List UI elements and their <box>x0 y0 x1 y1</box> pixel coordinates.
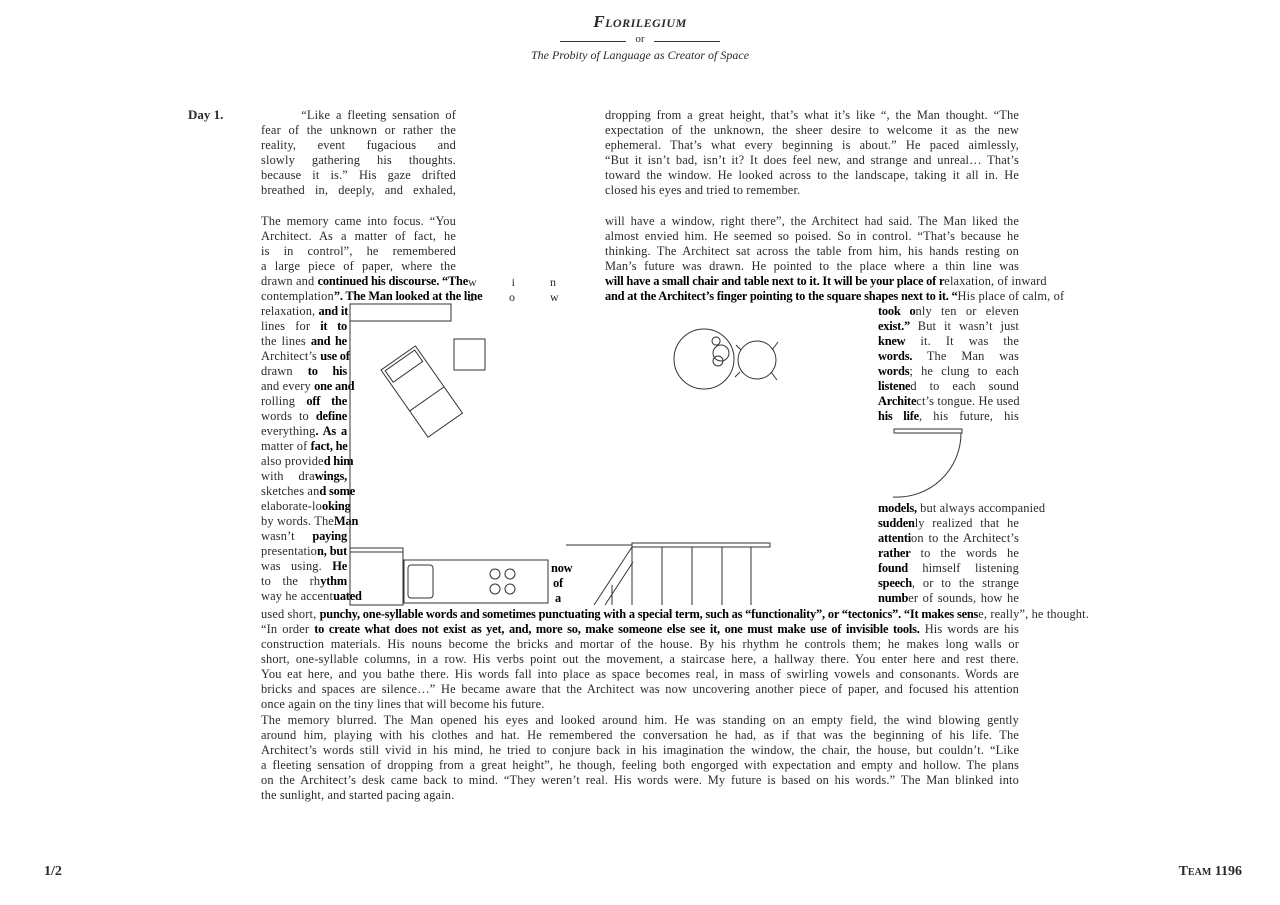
bed-shape <box>381 346 462 437</box>
text-line: wasn’t paying <box>261 529 347 543</box>
text-line: elaborate-looking <box>261 499 351 513</box>
text-line: The memory blurred. The Man opened his eyes and looked around him. He was standing on an empty field, the wind blowing gently <box>261 713 1019 727</box>
text-line: words to define <box>261 409 347 423</box>
text-line: now <box>551 561 573 575</box>
text-line: Architect’s use of <box>261 349 350 363</box>
text-line: rather to the words he <box>878 546 1019 560</box>
text-line: way he accentuated <box>261 589 362 603</box>
text-line: was using. He <box>261 559 347 573</box>
text-line: to the rhythm <box>261 574 347 588</box>
text-line: breathed in, deeply, and exhaled, <box>261 183 456 197</box>
stair-top <box>632 543 770 547</box>
text-line: number of sounds, how he <box>878 591 1019 605</box>
text-line: everything. As a <box>261 424 347 438</box>
team-label: Team 1196 <box>1178 864 1242 879</box>
round-table <box>674 329 734 389</box>
text-line: on the Architect’s desk came back to mind. “They weren’t real. His words were. My future is based on his words.” The Man blinked into <box>261 773 1019 787</box>
cabinet <box>350 548 403 605</box>
text-line: expectation of the unknown, the sheer desire to welcome it as the new <box>605 123 1019 137</box>
door-leaf <box>894 429 962 433</box>
text-line: bricks and spaces are silence…” He became aware that the Architect was now uncovering another piece of paper, and focused his attention <box>261 682 1019 696</box>
text-line: contemplation”. The Man looked at the line <box>261 289 483 303</box>
text-line: suddenly realized that he <box>878 516 1019 530</box>
chair-circle <box>738 341 776 379</box>
text-line: Man’s future was drawn. He pointed to the place where a thin line was <box>605 259 1019 273</box>
text-line: will have a window, right there”, the Architect had said. The Man liked the <box>605 214 1019 228</box>
text-line: almost envied him. He seemed so poised. So in control. “That’s because he <box>605 229 1019 243</box>
text-line: speech, or to the strange <box>878 576 1019 590</box>
page-subtitle: The Probity of Language as Creator of Space <box>530 48 750 62</box>
text-line: slowly gathering his thoughts. <box>261 153 456 167</box>
text-line: ephemeral. That’s what every beginning is about.” He paced aimlessly, <box>605 138 1019 152</box>
text-line: thinking. The Architect sat across the table from him, his hands resting on <box>605 244 1019 258</box>
text-line: his life, his future, his <box>878 409 1019 423</box>
text-line: drawn to his <box>261 364 347 378</box>
text-line: presentation, but <box>261 544 347 558</box>
text-line: and at the Architect’s finger pointing to the square shapes next to it. “His place of calm, of <box>605 289 1065 303</box>
text-line: “But it isn’t bad, isn’t it? It does feel new, and strange and unreal… That’s <box>605 153 1019 167</box>
page-title: Florilegium <box>593 12 687 31</box>
text-line: knew it. It was the <box>878 334 1019 348</box>
text-line: because it is.” His gaze drifted <box>261 168 456 182</box>
text-line: models, but always accompanied <box>878 501 1046 515</box>
window-frame <box>350 304 451 321</box>
text-line: around him, playing with his clothes and hat. He remembered the conversation he had, as if that was the beginning of his life. The <box>261 728 1019 742</box>
text-line: The memory came into focus. “You <box>261 214 456 228</box>
text-line: the lines and he <box>261 334 347 348</box>
or-text: or <box>635 33 645 45</box>
text-line: of <box>553 576 563 590</box>
text-line: construction materials. His nouns become the bricks and mortar of the house. By his rhythm he controls them; he makes long walls or <box>261 637 1019 651</box>
day-label: Day 1. <box>188 107 224 122</box>
text-line: rolling off the <box>261 394 347 408</box>
text-line: the sunlight, and started pacing again. <box>261 788 455 802</box>
text-line: closed his eyes and tried to remember. <box>605 183 801 197</box>
text-line: exist.” But it wasn’t just <box>878 319 1019 333</box>
text-line: once again on the tiny lines that will become his future. <box>261 697 545 711</box>
text-line: reality, event fugacious and <box>261 138 456 152</box>
text-line: attention to the Architect’s <box>878 531 1019 545</box>
text-line: words; he clung to each <box>878 364 1019 378</box>
kitchen-counter <box>404 560 548 603</box>
text-line: used short, punchy, one-syllable words and sometimes punctuating with a special term, such as “functionality”, or “tectonics”. “It makes sense, really”, he thought. <box>261 607 1089 621</box>
text-line: relaxation, and it <box>261 304 348 318</box>
text-line: took only ten or eleven <box>878 304 1019 318</box>
text-line: toward the window. He looked across to the landscape, taking it all in. He <box>605 168 1019 182</box>
text-line: by words. TheMan <box>261 514 359 528</box>
small-table <box>454 339 485 370</box>
text-line: Architect’s tongue. He used <box>878 394 1020 408</box>
text-line: “Like a fleeting sensation of <box>261 108 456 122</box>
text-line: fear of the unknown or rather the <box>261 123 456 137</box>
window-label: w i n d o w <box>468 275 575 304</box>
text-line: will have a small chair and table next to it. It will be your place of relaxation, of inward <box>605 274 1047 288</box>
text-line: sketches and some <box>261 484 356 498</box>
text-line: a <box>555 591 561 605</box>
text-line: Architect. As a matter of fact, he <box>261 229 456 243</box>
text-line: a fleeting sensation of dropping from a great height”, he though, feeling both engorged with expectation and empty and hollow. The plans <box>261 758 1019 772</box>
text-line: lines for it to <box>261 319 347 333</box>
text-line: dropping from a great height, that’s what it’s like “, the Man thought. “The <box>605 108 1019 122</box>
text-line: found himself listening <box>878 561 1019 575</box>
text-line: matter of fact, he <box>261 439 348 453</box>
text-line: listened to each sound <box>878 379 1019 393</box>
text-line: “In order to create what does not exist as yet, and, more so, make someone else see it, one must make use of invisible tools. His words are his <box>261 622 1019 636</box>
text-line: words. The Man was <box>878 349 1019 363</box>
sink <box>408 565 433 598</box>
text-line: You eat here, and you bathe there. His words fall into place as space becomes real, in mass of swirling vowels and consonants. Words are <box>261 667 1019 681</box>
text-line: and every one and <box>261 379 355 393</box>
text-line: also provided him <box>261 454 354 468</box>
text-line: Architect’s words still vivid in his mind, he tried to conjure back in his imagination the window, the chair, the house, but couldn’t. “Like <box>261 743 1019 757</box>
text-line: is in control”, he remembered <box>261 244 456 258</box>
door-swing-arc <box>893 433 961 497</box>
text-line: drawn and continued his discourse. “The <box>261 274 469 288</box>
text-line: with drawings, <box>261 469 347 483</box>
page-number: 1/2 <box>44 864 62 879</box>
text-line: short, one-syllable columns, in a row. His verbs point out the movement, a staircase here, a hallway there. You enter here and rest there. <box>261 652 1019 666</box>
text-line: a large piece of paper, where the <box>261 259 456 273</box>
